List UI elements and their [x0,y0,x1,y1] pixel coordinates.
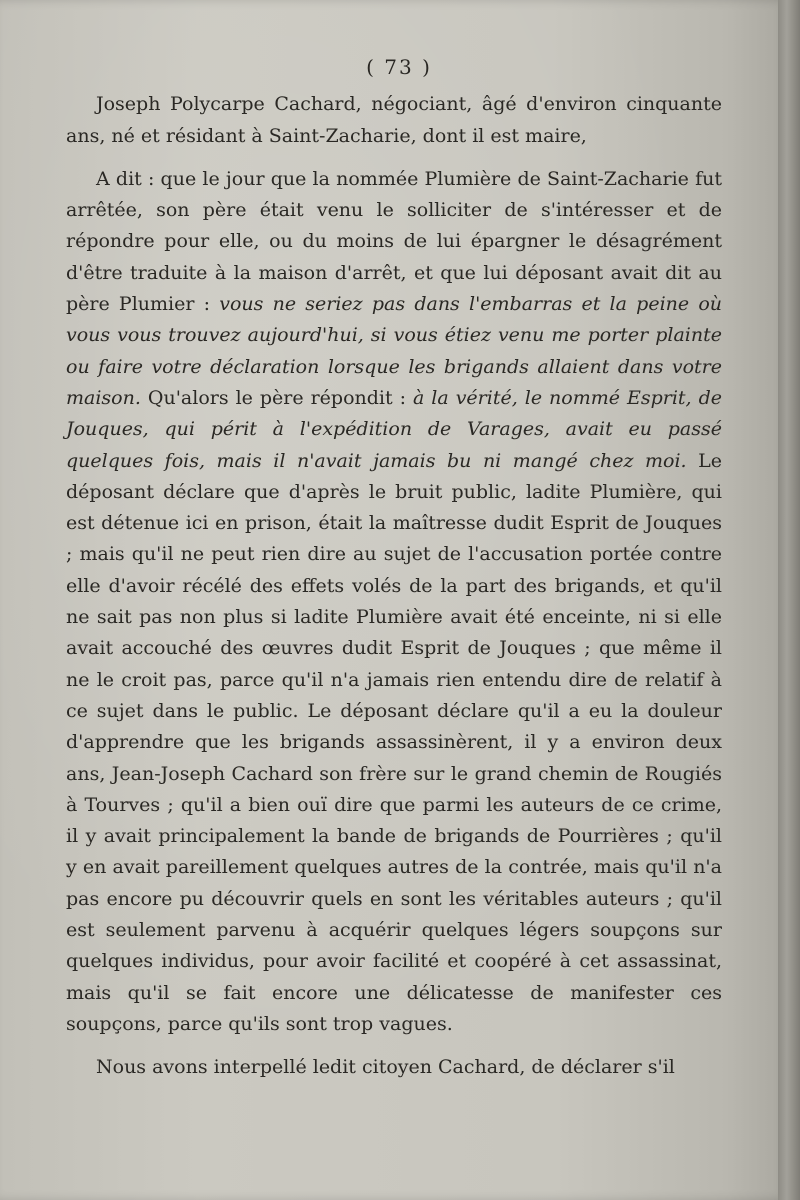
paragraph-witness-intro [66,89,722,152]
paragraph-testimony [66,164,722,1040]
paragraph-interpellation [66,1052,722,1083]
page-text [66,52,722,1084]
text-segment: Joseph Polycarpe Cachard, négociant, âgé d'environ cinquante ans, né et résidant à Saint-Zacharie, dont il est maire, [66,93,722,147]
quoted-speech-italic: à la vérité, le nommé Esprit, de Jouques, qui périt à l'expédition de Varages, avait eu passé quelques fois, mais il n'avait jamais bu ni mangé chez moi. [66,386,722,472]
text-segment: Le déposant déclare que d'après le bruit public, ladite Plumière, qui est détenue ici en prison, était la maîtresse dudit Esprit de Jouques ; mais qu'il ne peut rien dire au sujet de l'accusation portée contre elle d'avoir récélé des effets volés de la part des brigands, et qu'il ne sait pas non plus si ladite Plumière avait été enceinte, ni si elle avait accouché des œuvres dudit Esprit de Jouques ; que même il ne le croit pas, parce qu'il n'a jamais rien entendu dire de relatif à ce sujet dans le public. Le déposant déclare qu'il a eu la douleur d'apprendre que les brigands assassinèrent, il y a environ deux ans, Jean-Joseph Cachard son frère sur le grand chemin de Rougiés à Tourves ; qu'il a bien ouï dire que parmi les auteurs de ce crime, il y avait principalement la bande de brigands de Pourrières ; qu'il y en avait pareillement quelques autres de la contrée, mais qu'il n'a pas encore pu découvrir quels en sont les véritables auteurs ; qu'il est seulement parvenu à acquérir quelques légers soupçons sur quelques individus, pour avoir facilité et coopéré à cet assassinat, mais qu'il se fait encore une délicatesse de manifester ces soupçons, parce qu'ils sont trop vagues. [66,449,723,1035]
page-number: ( 73 ) [366,55,432,79]
text-segment: A dit : que le jour que la nommée Plumière de Saint-Zacharie fut arrêtée, son père était venu le solliciter de s'intéresser et de répondre pour elle, ou du moins de lui épargner le désagrément d'être traduite à la maison d'arrêt, et que lui déposant avait dit au père Plumier : [66,167,722,316]
quoted-speech-italic: vous ne seriez pas dans l'embarras et la peine où vous vous trouvez aujourd'hui, si vous étiez venu me porter plainte ou faire votre déclaration lorsque les brigands allaient dans votre maison. [66,293,722,409]
text-segment: Qu'alors le père répondit : [140,386,413,409]
text-segment: Nous avons interpellé ledit citoyen Cachard, de déclarer s'il [96,1056,675,1079]
book-page-edge [778,0,800,1200]
